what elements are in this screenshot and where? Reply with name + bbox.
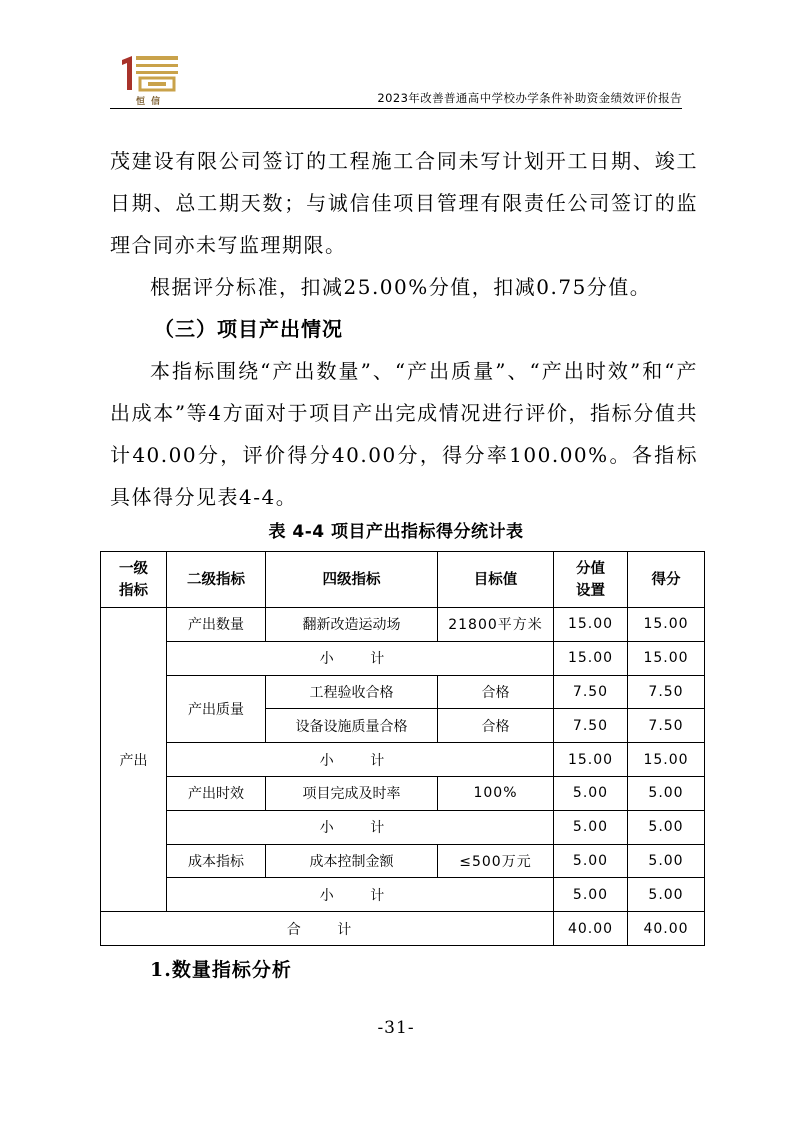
cell-score: 15.00	[628, 641, 705, 675]
cell-weight: 5.00	[554, 878, 628, 912]
header-target: 目标值	[438, 552, 554, 608]
table-subtotal-row	[101, 810, 705, 844]
section-heading: （三）项目产出情况	[154, 317, 343, 341]
subsection-heading: 1.数量指标分析	[150, 959, 292, 981]
cell-weight: 5.00	[554, 776, 628, 810]
cell-level4: 成本控制金额	[266, 844, 438, 878]
header-divider	[110, 108, 682, 109]
cell-weight: 15.00	[554, 641, 628, 675]
cell-level4: 设备设施质量合格	[266, 709, 438, 743]
logo-mark-icon	[118, 54, 182, 94]
cell-target: 合格	[438, 709, 554, 743]
body-text-block	[110, 140, 698, 518]
table-total-row	[101, 912, 705, 946]
header-weight: 分值设置	[554, 552, 628, 608]
table-row	[101, 844, 705, 878]
cell-total-score: 40.00	[628, 912, 705, 946]
table-subtotal-row	[101, 878, 705, 912]
cell-level2: 成本指标	[167, 844, 266, 878]
header-level2: 二级指标	[167, 552, 266, 608]
cell-score: 7.50	[628, 709, 705, 743]
page-number: -31-	[377, 1018, 415, 1038]
cell-subtotal-label: 小 计	[167, 743, 554, 777]
cell-score: 15.00	[628, 608, 705, 642]
cell-level4: 翻新改造运动场	[266, 608, 438, 642]
cell-weight: 7.50	[554, 675, 628, 709]
cell-level1: 产出	[101, 608, 167, 912]
table-subtotal-row	[101, 743, 705, 777]
table-row	[101, 776, 705, 810]
cell-target: ≤500万元	[438, 844, 554, 878]
cell-score: 5.00	[628, 810, 705, 844]
cell-subtotal-label: 小 计	[167, 641, 554, 675]
table-subtotal-row	[101, 641, 705, 675]
cell-target: 21800平方米	[438, 608, 554, 642]
table-header-row	[101, 552, 705, 608]
table-row	[101, 675, 705, 709]
header-score: 得分	[628, 552, 705, 608]
cell-subtotal-label: 小 计	[167, 810, 554, 844]
header-level1: 一级指标	[101, 552, 167, 608]
output-indicator-table	[100, 551, 705, 946]
paragraph-contract-dates: 茂建设有限公司签订的工程施工合同未写计划开工日期、竣工日期、总工期天数；与诚信佳项目管理有限责任公司签订的监理合同亦未写监理期限。	[110, 149, 698, 257]
cell-level2: 产出数量	[167, 608, 266, 642]
cell-weight: 5.00	[554, 844, 628, 878]
cell-level4: 工程验收合格	[266, 675, 438, 709]
paragraph-output-summary: 本指标围绕“产出数量”、“产出质量”、“产出时效”和“产出成本”等4方面对于项目产出完成情况进行评价，指标分值共计40.00分，评价得分40.00分，得分率100.00%。各指标具体得分见表4-4。	[110, 359, 698, 509]
cell-target: 合格	[438, 675, 554, 709]
cell-level2: 产出质量	[167, 675, 266, 743]
cell-score: 5.00	[628, 844, 705, 878]
cell-subtotal-label: 小 计	[167, 878, 554, 912]
cell-total-weight: 40.00	[554, 912, 628, 946]
cell-weight: 15.00	[554, 608, 628, 642]
cell-weight: 7.50	[554, 709, 628, 743]
cell-total-label: 合 计	[101, 912, 554, 946]
logo-text: 恒信	[136, 97, 167, 107]
cell-score: 5.00	[628, 776, 705, 810]
cell-weight: 15.00	[554, 743, 628, 777]
header-level4: 四级指标	[266, 552, 438, 608]
cell-level4: 项目完成及时率	[266, 776, 438, 810]
paragraph-deduction: 根据评分标准，扣减25.00%分值，扣减0.75分值。	[150, 275, 652, 299]
header-title: 2023年改善普通高中学校办学条件补助资金绩效评价报告	[377, 91, 682, 105]
cell-target: 100%	[438, 776, 554, 810]
table-title: 表 4-4 项目产出指标得分统计表	[268, 522, 524, 542]
cell-level2: 产出时效	[167, 776, 266, 810]
company-logo	[118, 54, 184, 107]
cell-score: 15.00	[628, 743, 705, 777]
cell-score: 5.00	[628, 878, 705, 912]
table-row	[101, 608, 705, 642]
cell-weight: 5.00	[554, 810, 628, 844]
cell-score: 7.50	[628, 675, 705, 709]
